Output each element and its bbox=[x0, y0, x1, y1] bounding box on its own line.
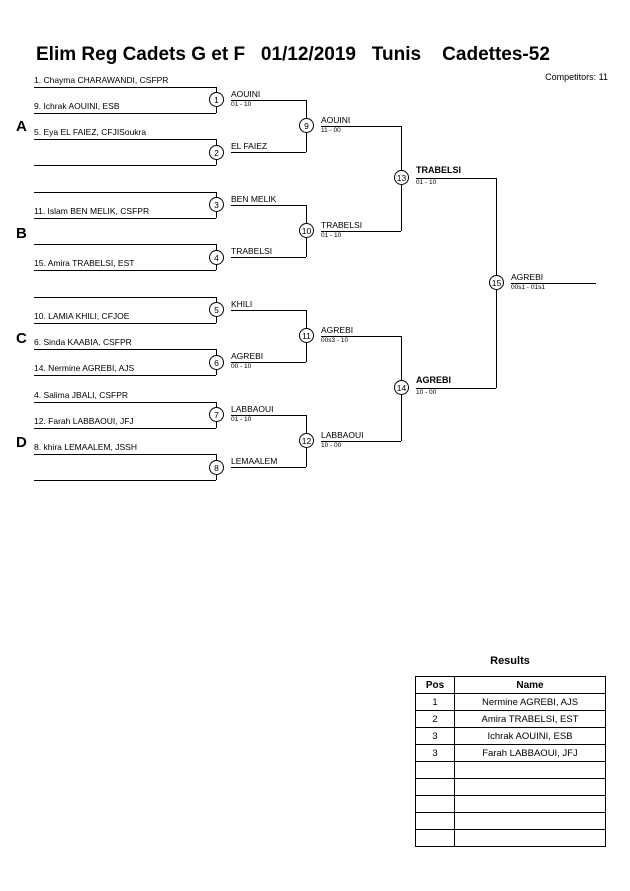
match-score-6: 00 - 10 bbox=[231, 363, 252, 370]
table-row bbox=[416, 694, 606, 711]
group-letter-c: C bbox=[16, 330, 27, 347]
bracket-line bbox=[34, 113, 216, 114]
match-winner-11: AGREBI bbox=[321, 325, 354, 335]
table-row bbox=[416, 711, 606, 728]
results-header-row bbox=[416, 677, 606, 694]
match-number-14[interactable]: 14 bbox=[394, 380, 409, 395]
results-col-pos: Pos bbox=[416, 677, 455, 694]
bracket-line bbox=[34, 297, 216, 298]
result-pos: 2 bbox=[416, 711, 455, 728]
match-number-4[interactable]: 4 bbox=[209, 250, 224, 265]
table-row bbox=[416, 762, 606, 779]
bracket-line bbox=[34, 192, 216, 193]
result-pos bbox=[416, 813, 455, 830]
match-number-13[interactable]: 13 bbox=[394, 170, 409, 185]
result-name: Nermine AGREBI, AJS bbox=[455, 694, 606, 711]
match-number-5[interactable]: 5 bbox=[209, 302, 224, 317]
group-letter-b: B bbox=[16, 225, 27, 242]
bracket-line bbox=[34, 218, 216, 219]
bracket-line bbox=[34, 428, 216, 429]
result-name bbox=[455, 830, 606, 847]
bracket-line bbox=[34, 349, 216, 350]
result-name bbox=[455, 796, 606, 813]
entrant-label: 11. Islam BEN MELIK, CSFPR bbox=[34, 206, 150, 216]
match-number-1[interactable]: 1 bbox=[209, 92, 224, 107]
bracket-line bbox=[231, 205, 306, 206]
results-col-name: Name bbox=[455, 677, 606, 694]
entrant-label: 15. Amira TRABELSI, EST bbox=[34, 258, 135, 268]
match-winner-3: BEN MELIK bbox=[231, 194, 277, 204]
entrant-label: 4. Salima JBALI, CSFPR bbox=[34, 390, 129, 400]
match-winner-2: EL FAIEZ bbox=[231, 141, 268, 151]
entrant-label: 1. Chayma CHARAWANDI, CSFPR bbox=[34, 75, 169, 85]
match-winner-13: TRABELSI bbox=[416, 165, 461, 175]
match-winner-6: AGREBI bbox=[231, 351, 264, 361]
bracket-line bbox=[34, 139, 216, 140]
bracket-line bbox=[34, 323, 216, 324]
entrant-label: 9. Ichrak AOUINI, ESB bbox=[34, 101, 120, 111]
bracket-line bbox=[34, 270, 216, 271]
match-winner-12: LABBAOUI bbox=[321, 430, 364, 440]
match-score-11: 00s3 - 10 bbox=[321, 337, 349, 344]
table-row bbox=[416, 745, 606, 762]
results-title: Results bbox=[490, 655, 530, 667]
entrant-label: 10. LAMIA KHILI, CFJOE bbox=[34, 311, 130, 321]
match-score-1: 01 - 10 bbox=[231, 101, 252, 108]
result-pos: 3 bbox=[416, 745, 455, 762]
result-pos: 1 bbox=[416, 694, 455, 711]
bracket-line bbox=[231, 467, 306, 468]
match-score-12: 10 - 00 bbox=[321, 442, 342, 449]
result-pos bbox=[416, 796, 455, 813]
match-winner-8: LEMAALEM bbox=[231, 456, 278, 466]
bracket-line bbox=[34, 402, 216, 403]
group-letter-a: A bbox=[16, 118, 27, 135]
result-pos bbox=[416, 762, 455, 779]
result-pos bbox=[416, 830, 455, 847]
bracket-line bbox=[34, 87, 216, 88]
result-name: Amira TRABELSI, EST bbox=[455, 711, 606, 728]
entrant-label: 12. Farah LABBAOUI, JFJ bbox=[34, 416, 134, 426]
match-winner-5: KHILI bbox=[231, 299, 253, 309]
bracket-line bbox=[34, 454, 216, 455]
result-name: Farah LABBAOUI, JFJ bbox=[455, 745, 606, 762]
match-score-15: 00s1 - 01s1 bbox=[511, 284, 545, 291]
table-row bbox=[416, 813, 606, 830]
match-score-14: 10 - 00 bbox=[416, 389, 437, 396]
match-number-6[interactable]: 6 bbox=[209, 355, 224, 370]
match-score-7: 01 - 10 bbox=[231, 416, 252, 423]
bracket-line bbox=[34, 375, 216, 376]
match-number-7[interactable]: 7 bbox=[209, 407, 224, 422]
match-number-11[interactable]: 11 bbox=[299, 328, 314, 343]
match-number-2[interactable]: 2 bbox=[209, 145, 224, 160]
result-name bbox=[455, 762, 606, 779]
match-score-13: 01 - 10 bbox=[416, 179, 437, 186]
table-row bbox=[416, 796, 606, 813]
match-winner-10: TRABELSI bbox=[321, 220, 363, 230]
match-winner-15: AGREBI bbox=[511, 272, 544, 282]
match-winner-14: AGREBI bbox=[416, 375, 452, 385]
match-winner-9: AOUINI bbox=[321, 115, 351, 125]
bracket-line bbox=[34, 165, 216, 166]
bracket-line bbox=[231, 310, 306, 311]
match-number-9[interactable]: 9 bbox=[299, 118, 314, 133]
match-winner-7: LABBAOUI bbox=[231, 404, 274, 414]
result-pos: 3 bbox=[416, 728, 455, 745]
bracket-line bbox=[231, 257, 306, 258]
match-number-10[interactable]: 10 bbox=[299, 223, 314, 238]
results-table bbox=[415, 676, 606, 847]
entrant-label: 14. Nermine AGREBI, AJS bbox=[34, 363, 135, 373]
match-number-12[interactable]: 12 bbox=[299, 433, 314, 448]
competitors-count: Competitors: 11 bbox=[545, 72, 608, 82]
match-number-8[interactable]: 8 bbox=[209, 460, 224, 475]
group-letter-d: D bbox=[16, 434, 27, 451]
entrant-label: 8. khira LEMAALEM, JSSH bbox=[34, 442, 137, 452]
bracket-line bbox=[34, 480, 216, 481]
result-pos bbox=[416, 779, 455, 796]
match-winner-4: TRABELSI bbox=[231, 246, 273, 256]
match-number-3[interactable]: 3 bbox=[209, 197, 224, 212]
entrant-label: 6. Sinda KAABIA, CSFPR bbox=[34, 337, 132, 347]
match-score-10: 01 - 10 bbox=[321, 232, 342, 239]
table-row bbox=[416, 779, 606, 796]
result-name: Ichrak AOUINI, ESB bbox=[455, 728, 606, 745]
bracket-line bbox=[231, 152, 306, 153]
table-row bbox=[416, 728, 606, 745]
page-title: Elim Reg Cadets G et F 01/12/2019 Tunis Cadettes-52 bbox=[36, 44, 550, 65]
table-row bbox=[416, 830, 606, 847]
match-winner-1: AOUINI bbox=[231, 89, 261, 99]
bracket-line bbox=[34, 244, 216, 245]
entrant-label: 5. Eya EL FAIEZ, CFJISoukra bbox=[34, 127, 147, 137]
result-name bbox=[455, 779, 606, 796]
match-number-15[interactable]: 15 bbox=[489, 275, 504, 290]
match-score-9: 11 - 00 bbox=[321, 127, 341, 134]
result-name bbox=[455, 813, 606, 830]
